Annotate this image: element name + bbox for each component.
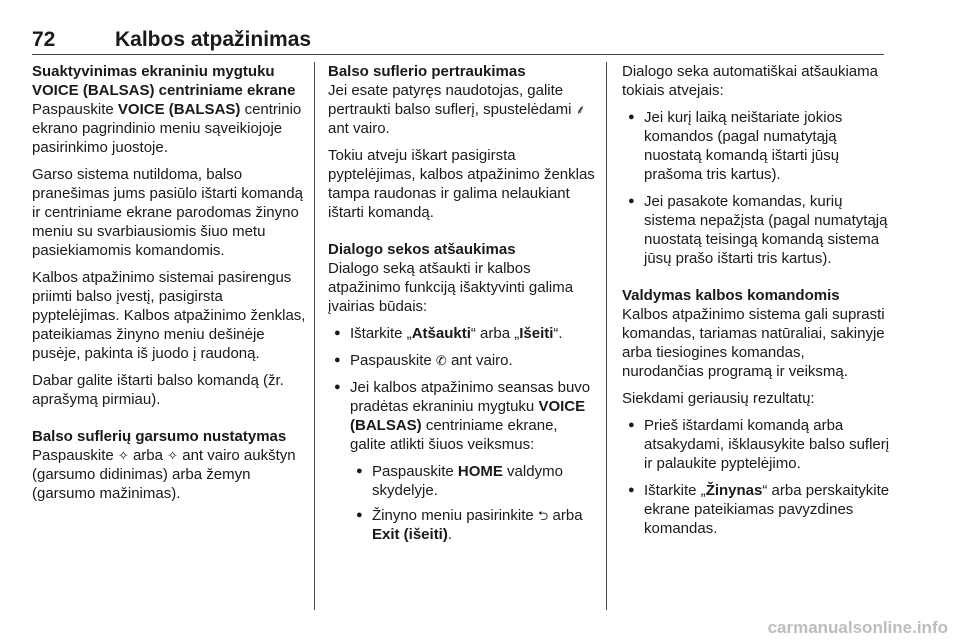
column-1: [32, 62, 310, 511]
text: Ištarkite „: [644, 482, 706, 499]
section-heading-voice-commands: Valdymas kalbos komandomis: [622, 287, 840, 304]
column-divider-1: [314, 62, 315, 610]
header-divider: [32, 54, 884, 55]
paragraph: Tokiu atveju iškart pasigirsta pyptelėjimas, kalbos atpažinimo ženklas tampa raudonas ir galima nelaukiant ištarti komandą.: [328, 147, 595, 221]
nested-bullet-list: [350, 462, 596, 544]
text: Paspauskite: [32, 101, 118, 118]
bullet-list: [622, 108, 890, 268]
bold-term: HOME: [457, 463, 503, 480]
volume-down-icon: ✧: [167, 448, 179, 463]
bullet-list: [328, 324, 596, 544]
paragraph: Siekdami geriausių rezultatų:: [622, 390, 815, 407]
page-number: 72: [32, 28, 56, 51]
paragraph: Dialogo seka automatiškai atšaukiama tokiais atvejais:: [622, 63, 878, 99]
list-item: [350, 506, 596, 544]
page-title: Kalbos atpažinimas: [115, 28, 312, 51]
section-heading-volume: Balso suflerių garsumo nustatymas: [32, 428, 287, 445]
bold-term: Žinynas: [705, 482, 763, 499]
list-item: [328, 378, 596, 544]
bold-term: Atšaukti: [411, 325, 471, 342]
text: arba: [548, 507, 583, 524]
column-3: [622, 62, 890, 546]
bold-term: Exit (išeiti): [372, 526, 448, 543]
column-2: [328, 62, 596, 552]
text: Žinyno meniu pasirinkite: [372, 507, 538, 524]
text: Paspauskite: [372, 463, 458, 480]
column-divider-2: [606, 62, 607, 610]
list-item: [622, 481, 890, 538]
section-heading-interrupt: Balso suflerio pertraukimas: [328, 63, 526, 80]
paragraph: [32, 446, 310, 503]
back-arrow-icon: ⮌: [537, 508, 549, 523]
text: centriniame ekrane, galite atlikti šiuos veiksmus:: [350, 417, 558, 453]
list-item: ● Jei pasakote komandas, kurių sistema nepažįsta (pagal numatytąją nuostatą teisingą komandą sistema jūsų prašo ištarti tris kartus).: [622, 192, 890, 268]
text: ant vairo.: [446, 352, 513, 369]
list-item: ● Prieš ištardami komandą arba atsakydami, išklausykite balso suflerį ir palaukite pyptelėjimo.: [622, 416, 890, 473]
volume-up-icon: ✧: [117, 448, 129, 463]
text: Jei kalbos atpažinimo seansas buvo pradėtas ekraniniu mygtuku: [350, 379, 591, 415]
text: centrinio ekrano pagrindinio meniu sąveikiojoje pasirinkimo juostoje.: [32, 101, 302, 156]
paragraph: Kalbos atpažinimo sistemai pasirengus priimti balso įvestį, pasigirsta pyptelėjimas. Kalbos atpažinimo ženklas, pateikiamas žinyno meniu dešinėje pusėje, pakinta iš juodo į raudoną.: [32, 269, 306, 362]
voice-icon: ⸙: [575, 102, 586, 117]
text: “.: [553, 325, 563, 342]
paragraph: Kalbos atpažinimo sistema gali suprasti komandas, tariamas natūraliai, sakinyje arba tiesiogines komandas, nurodančias programą ir veiksmą.: [622, 306, 885, 380]
text: arba: [128, 447, 168, 464]
text: valdymo skydelyje.: [372, 463, 563, 499]
paragraph: Garso sistema nutildoma, balso pranešimas jums pasiūlo ištarti komandą ir centriniame ekrane parodomas žinyno meniu su svarbiausiomis šiuo metu pasiekiamomis komandomis.: [32, 166, 303, 259]
hang-up-icon: ✆: [435, 353, 447, 368]
paragraph: [32, 100, 310, 157]
list-item: [350, 462, 596, 500]
paragraph: [328, 81, 596, 138]
watermark-logo: carmanualsonline.info: [767, 618, 948, 637]
bold-term: Išeiti: [519, 325, 554, 342]
section-heading-cancel: Dialogo sekos atšaukimas: [328, 241, 516, 258]
paragraph: Dabar galite ištarti balso komandą (žr. aprašymą pirmiau).: [32, 372, 284, 408]
text: .: [447, 526, 453, 543]
text: “ arba „: [470, 325, 520, 342]
list-item: [328, 351, 596, 370]
text: ant vairo aukštyn (garsumo didinimas) arba žemyn (garsumo mažinimas).: [32, 447, 296, 502]
text: Jei esate patyręs naudotojas, galite pertraukti balso suflerį, spustelėdami: [328, 82, 576, 118]
bold-term: VOICE (BALSAS): [350, 398, 586, 434]
bold-term: VOICE (BALSAS): [117, 101, 241, 118]
text: Paspauskite: [32, 447, 118, 464]
bullet-list: [622, 416, 890, 538]
text: “ arba perskaitykite ekrane pateikiamas pavyzdines komandas.: [644, 482, 890, 537]
list-item: ● Jei kurį laiką neištariate jokios komandos (pagal numatytąją nuostatą komandą ištarti jūsų prašoma tris kartus).: [622, 108, 890, 184]
text: Paspauskite: [350, 352, 436, 369]
text: ant vairo.: [328, 120, 390, 137]
list-item: [328, 324, 596, 343]
text: Ištarkite „: [350, 325, 412, 342]
page-header: [32, 24, 884, 52]
section-heading-voice-button: Suaktyvinimas ekraniniu mygtuku VOICE (BALSAS) centriniame ekrane: [32, 63, 296, 99]
paragraph: Dialogo seką atšaukti ir kalbos atpažinimo funkciją išaktyvinti galima įvairias būdais:: [328, 260, 574, 315]
